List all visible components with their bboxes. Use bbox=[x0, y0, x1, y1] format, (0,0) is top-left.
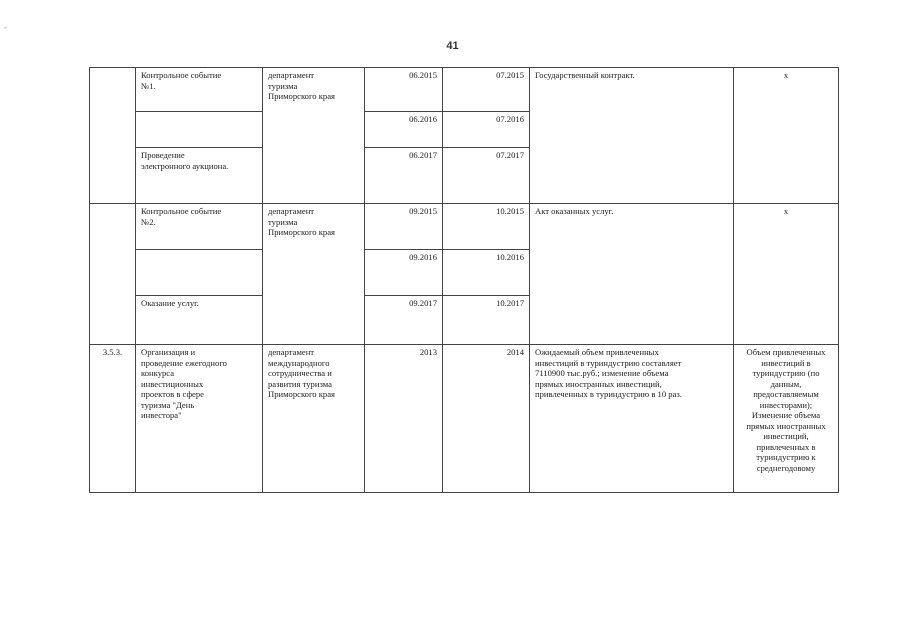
indicator-cell: х bbox=[734, 68, 839, 204]
event-text-cell: Оказание услуг. bbox=[136, 296, 263, 345]
start-date-cell: 09.2015 bbox=[365, 204, 443, 250]
event-text-cell: Проведение электронного аукциона. bbox=[136, 148, 263, 204]
result-cell: Акт оказанных услуг. bbox=[530, 204, 734, 345]
indicator-cell: х bbox=[734, 204, 839, 345]
item-number-cell bbox=[90, 204, 136, 345]
event-text-cell: Организация и проведение ежегодного конкурса инвестиционных проектов в сфере туризма "День инвестора" bbox=[136, 345, 263, 493]
indicator-cell: Объем привлеченных инвестиций в туриндустрию (по данным, предоставляемым инвесторами); Изменение объема прямых иностранных инвестиций, привлеченных в туриндустрию к среднегодовому bbox=[734, 345, 839, 493]
end-date-cell: 07.2016 bbox=[443, 112, 530, 148]
item-number-cell bbox=[90, 68, 136, 204]
event-text-cell: Контрольное событие №1. bbox=[136, 68, 263, 112]
end-date-cell: 07.2017 bbox=[443, 148, 530, 204]
event-text-cell: Контрольное событие №2. bbox=[136, 204, 263, 250]
start-date-cell: 09.2017 bbox=[365, 296, 443, 345]
start-date-cell: 09.2016 bbox=[365, 250, 443, 296]
activity-table bbox=[89, 67, 839, 493]
scan-mark: - bbox=[4, 22, 7, 32]
table-row bbox=[90, 345, 839, 493]
end-date-cell: 2014 bbox=[443, 345, 530, 493]
page-number: 41 bbox=[446, 40, 459, 52]
responsible-cell: департамент туризма Приморского края bbox=[263, 68, 365, 204]
event-text-cell bbox=[136, 250, 263, 296]
start-date-cell: 2013 bbox=[365, 345, 443, 493]
end-date-cell: 07.2015 bbox=[443, 68, 530, 112]
start-date-cell: 06.2016 bbox=[365, 112, 443, 148]
responsible-cell: департамент туризма Приморского края bbox=[263, 204, 365, 345]
item-number-cell: 3.5.3. bbox=[90, 345, 136, 493]
start-date-cell: 06.2015 bbox=[365, 68, 443, 112]
result-cell: Ожидаемый объем привлеченных инвестиций в туриндустрию составляет 7110900 тыс.руб.; изменение объема прямых иностранных инвестиций, привлеченных в туриндустрию в 10 раз. bbox=[530, 345, 734, 493]
end-date-cell: 10.2015 bbox=[443, 204, 530, 250]
end-date-cell: 10.2017 bbox=[443, 296, 530, 345]
event-text-cell bbox=[136, 112, 263, 148]
table-row bbox=[90, 204, 839, 250]
start-date-cell: 06.2017 bbox=[365, 148, 443, 204]
end-date-cell: 10.2016 bbox=[443, 250, 530, 296]
result-cell: Государственный контракт. bbox=[530, 68, 734, 204]
table-row bbox=[90, 68, 839, 112]
responsible-cell: департамент международного сотрудничества и развития туризма Приморского края bbox=[263, 345, 365, 493]
